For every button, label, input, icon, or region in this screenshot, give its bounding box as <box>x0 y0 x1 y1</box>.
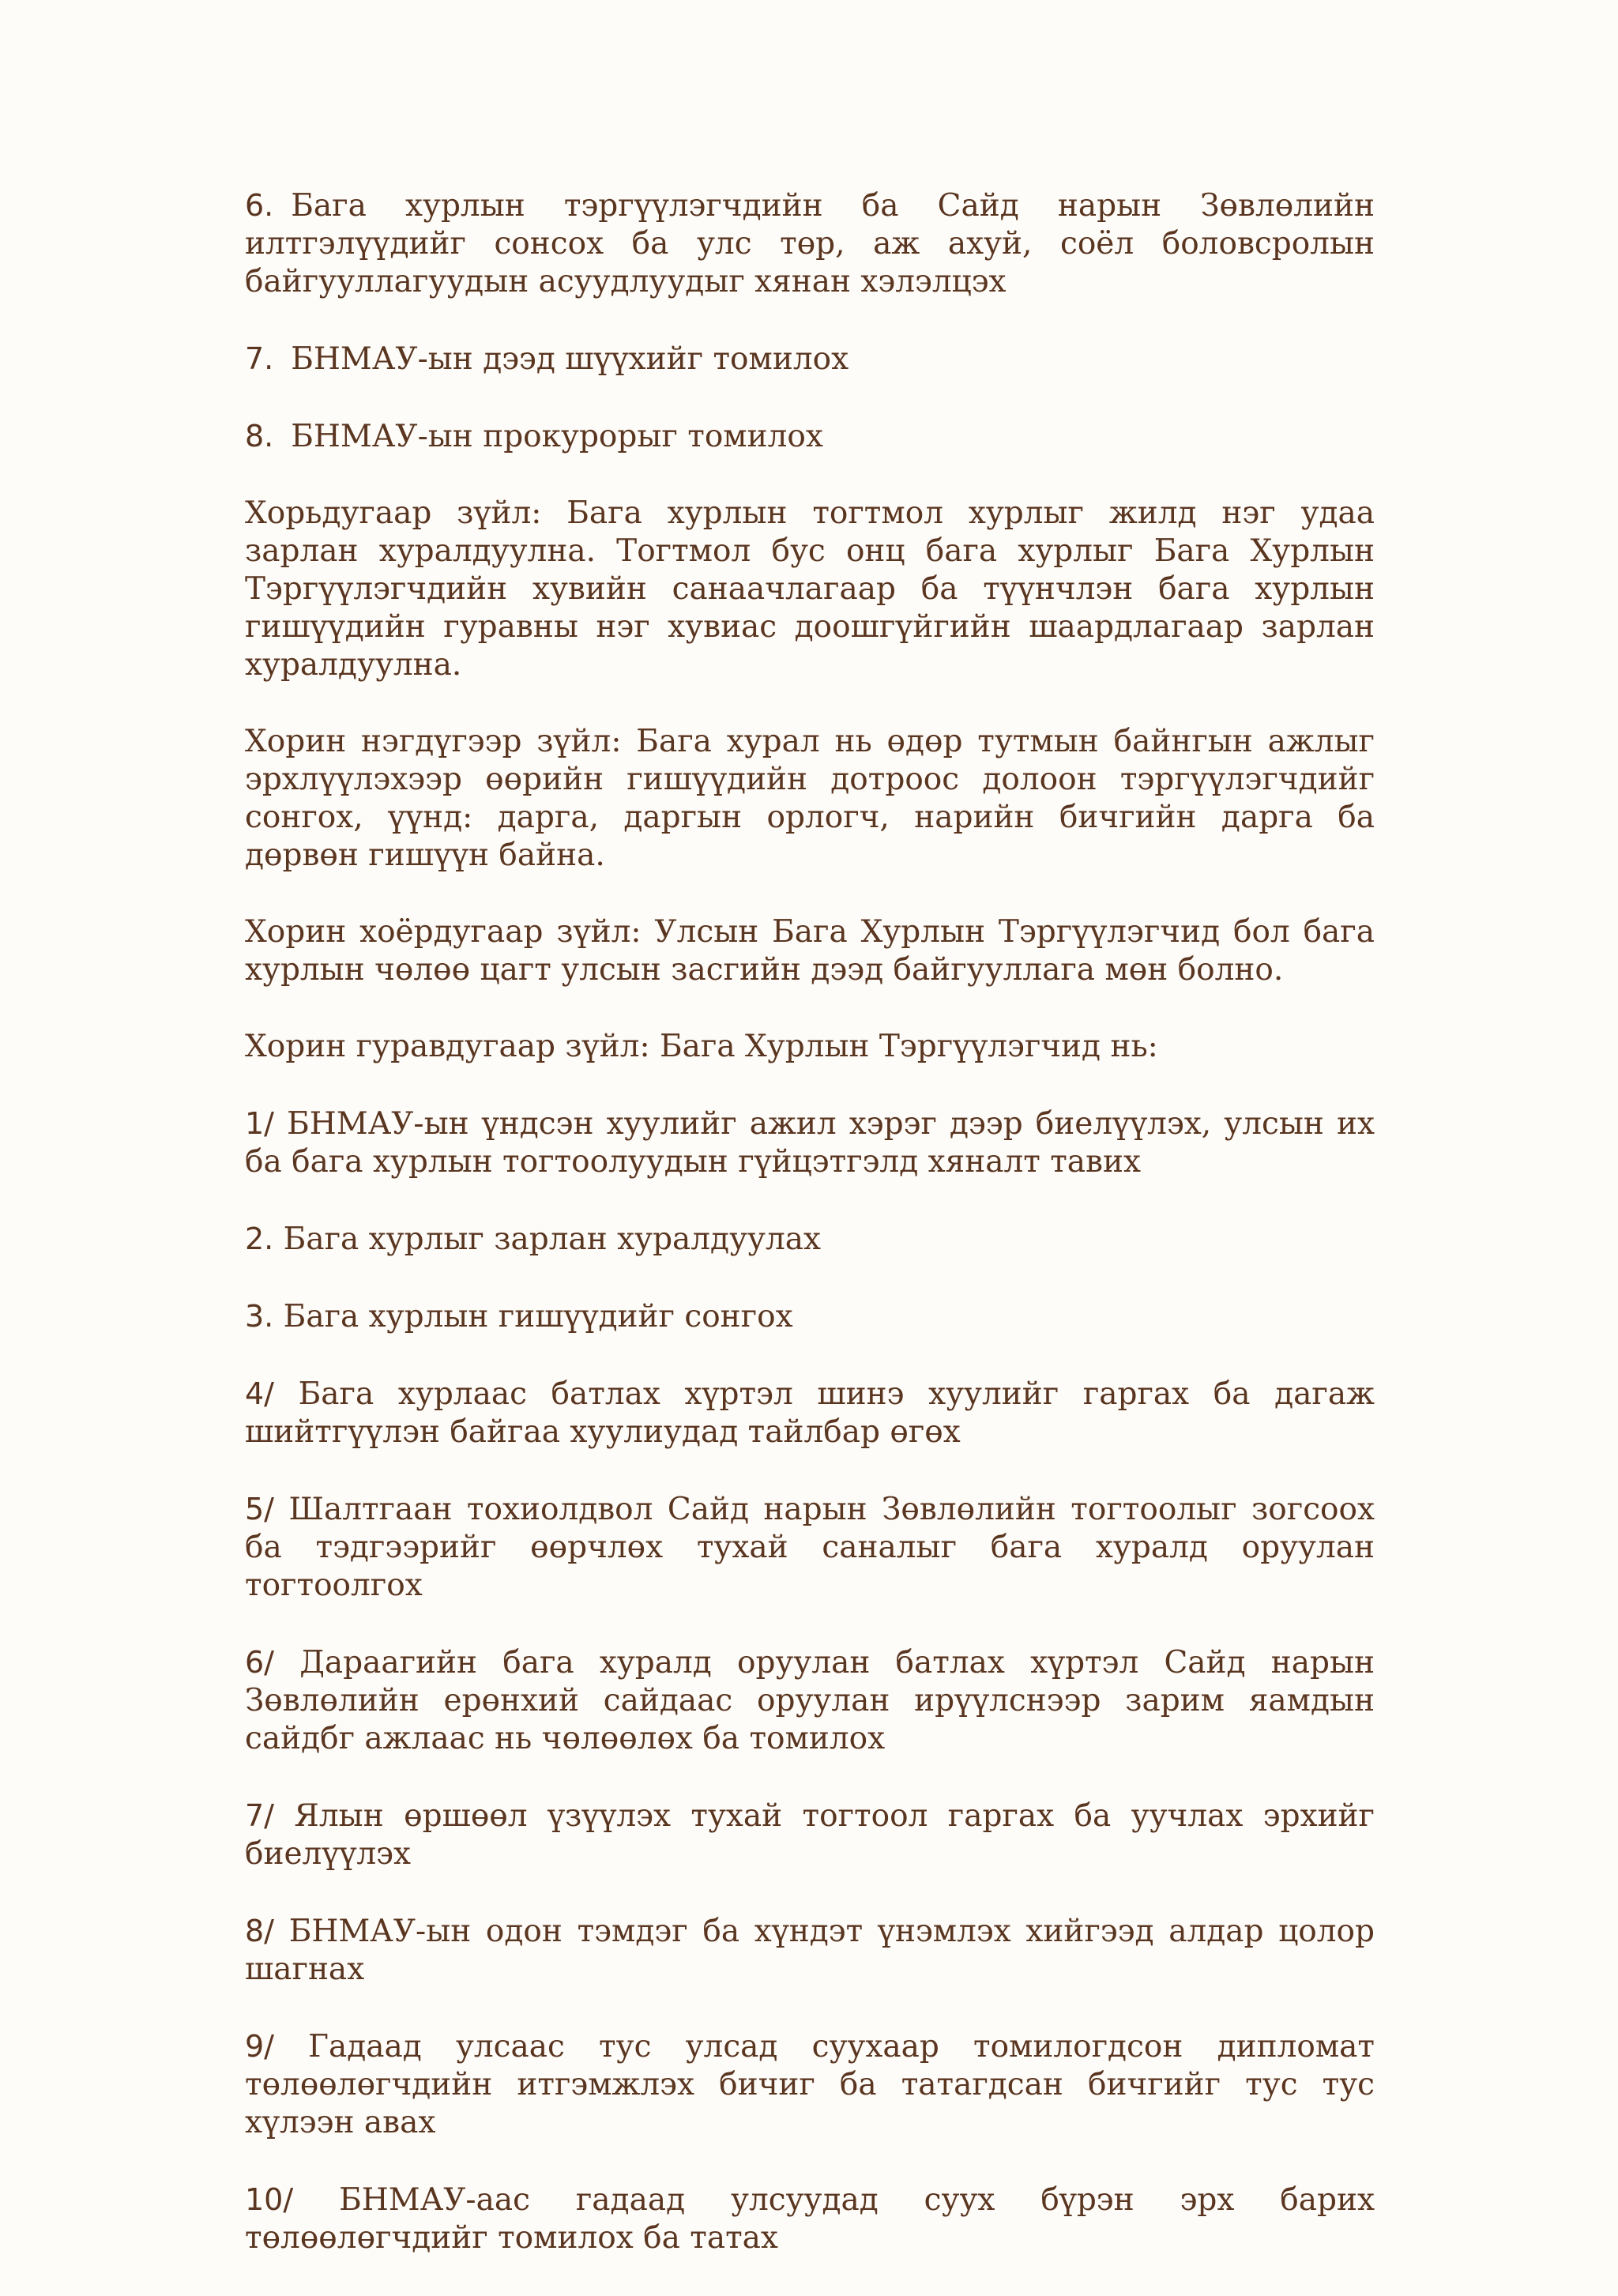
article-paragraph: Хорьдугаар зүйл: Бага хурлын тогтмол хурлыг жилд нэг удаа зарлан хуралдуулна. Тогтмол бус онц бага хурлыг Бага Хурлын Тэргүүлэгчдийн хувийн санаачлагаар ба түүнчлэн бага хурлын гишүүдийн гуравны нэг хувиас доошгүйгийн шаардлагаар зарлан хуралдуулна. <box>245 495 1375 683</box>
list-item <box>245 1375 1375 1451</box>
article-paragraph: Хорин нэгдүгээр зүйл: Бага хурал нь өдөр тутмын байнгын ажлыг эрхлүүлэхээр өөрийн гишүүдийн дотроос долоон тэргүүлэгчдийг сонгох, үүнд: дарга, даргын орлогч, нарийн бичгийн дарга ба дөрвөн гишүүн байна. <box>245 724 1375 873</box>
item-text: Бага хурлыг зарлан хуралдуулах <box>283 1221 821 1257</box>
list-item <box>245 1912 1375 1989</box>
list-item <box>245 417 1375 456</box>
item-number: 5/ <box>245 1492 274 1526</box>
item-text: Дараагийн бага хуралд оруулан батлах хүртэл Сайд нарын Зөвлөлийн ерөнхий сайдаас оруулан ирүүлснээр зарим яамдын сайдбг ажлаас нь чөлөөлөх ба томилох <box>245 1645 1375 1756</box>
item-number: 7. <box>245 341 274 376</box>
item-number: 8. <box>245 419 274 454</box>
list-item <box>245 1490 1375 1605</box>
item-number: 4/ <box>245 1376 274 1411</box>
item-number: 10/ <box>245 2182 294 2217</box>
item-number: 1/ <box>245 1106 274 1141</box>
item-number: 6/ <box>245 1645 274 1680</box>
list-item <box>245 1797 1375 1873</box>
item-number: 2. <box>245 1221 274 1256</box>
item-text: БНМАУ-ын одон тэмдэг ба хүндэт үнэмлэх хийгээд алдар цолор шагнах <box>245 1914 1375 1987</box>
list-item <box>245 2027 1375 2142</box>
list-item <box>245 1297 1375 1336</box>
item-text: БНМАУ-аас гадаад улсуудад суух бүрэн эрх барих төлөөлөгчдийг томилох ба татах <box>245 2182 1375 2256</box>
item-text: Ялын өршөөл үзүүлэх тухай тогтоол гаргах ба уучлах эрхийг биелүүлэх <box>245 1798 1375 1872</box>
item-number: 8/ <box>245 1914 274 1948</box>
list-item <box>245 1643 1375 1758</box>
document-body <box>245 186 1375 2296</box>
item-text: Бага хурлаас батлах хүртэл шинэ хуулийг гаргах ба дагаж шийтгүүлэн байгаа хуулиудад тайлбар өгөх <box>245 1376 1375 1450</box>
list-item <box>245 186 1375 301</box>
item-text: БНМАУ-ын үндсэн хуулийг ажил хэрэг дээр биелүүлэх, улсын их ба бага хурлын тогтоолуудын гүйцэтгэлд хяналт тавих <box>245 1106 1375 1180</box>
list-item <box>245 1220 1375 1259</box>
list-item <box>245 2181 1375 2257</box>
item-number: 6. <box>245 188 274 223</box>
item-number: 3. <box>245 1299 274 1334</box>
item-text: Бага хурлын гишүүдийг сонгох <box>283 1299 793 1334</box>
article-paragraph: Хорин гуравдугаар зүйл: Бага Хурлын Тэргүүлэгчид нь: <box>245 1029 1158 1064</box>
article-paragraph: Хорин хоёрдугаар зүйл: Улсын Бага Хурлын Тэргүүлэгчид бол бага хурлын чөлөө цагт улсын засгийн дээд байгууллага мөн болно. <box>245 914 1375 988</box>
item-text: БНМАУ-ын дээд шүүхийг томилох <box>291 341 849 377</box>
item-text: Шалтгаан тохиолдвол Сайд нарын Зөвлөлийн тогтоолыг зогсоох ба тэдгээрийг өөрчлөх тухай саналыг бага хуралд оруулан тогтоолгох <box>245 1492 1375 1603</box>
item-number: 9/ <box>245 2029 274 2064</box>
item-text: Гадаад улсаас тус улсад суухаар томилогдсон дипломат төлөөлөгчдийн итгэмжлэх бичиг ба татагдсан бичгийг тус тус хүлээн авах <box>245 2029 1375 2140</box>
item-text: БНМАУ-ын прокурорыг томилох <box>291 419 823 454</box>
list-item <box>245 340 1375 378</box>
item-number: 7/ <box>245 1798 274 1833</box>
item-text: Бага хурлын тэргүүлэгчдийн ба Сайд нарын Зөвлөлийн илтгэлүүдийг сонсох ба улс төр, аж ахуй, соёл боловсролын байгууллагуудын асуудлуудыг хянан хэлэлцэх <box>245 188 1375 299</box>
list-item <box>245 1105 1375 1181</box>
